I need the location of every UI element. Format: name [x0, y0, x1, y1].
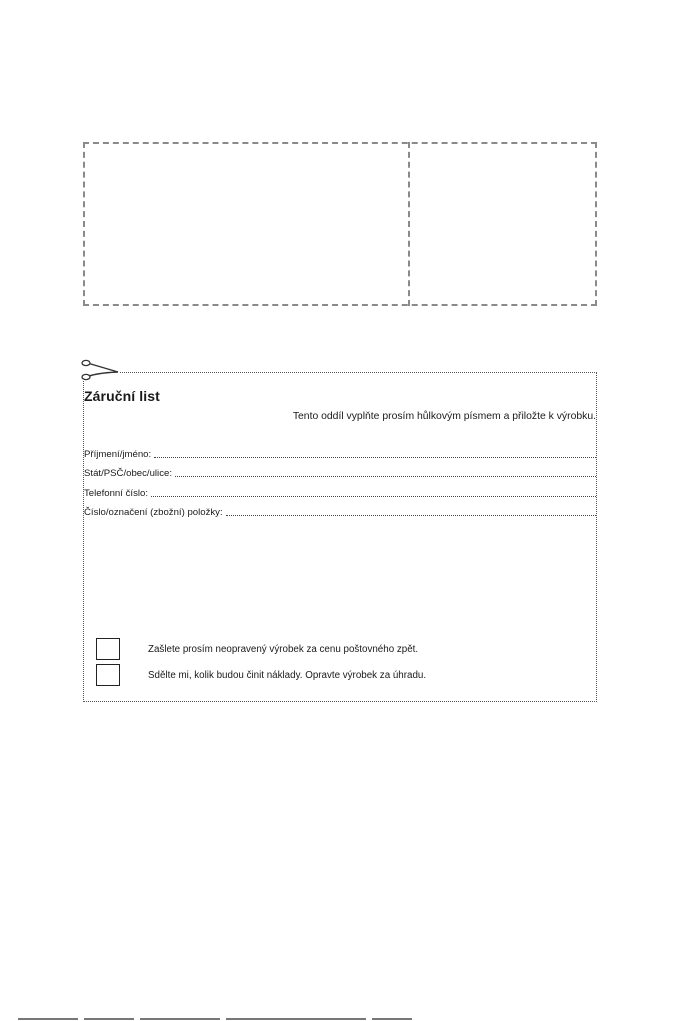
card-instruction: Tento oddíl vyplňte prosím hůlkovým písmem a přiložte k výrobku. — [292, 411, 596, 422]
option-return-unrepaired — [96, 638, 418, 660]
field-line[interactable] — [175, 476, 596, 477]
field-address — [84, 468, 596, 479]
field-label: Číslo/označení (zbožní) položky: — [84, 507, 223, 518]
warranty-card — [83, 372, 597, 702]
field-label: Stát/PSČ/obec/ulice: — [84, 468, 172, 479]
field-line[interactable] — [226, 515, 596, 516]
address-cutout-box — [83, 142, 597, 306]
option-label: Sdělte mi, kolik budou činit náklady. Opravte výrobek za úhradu. — [148, 669, 427, 681]
option-quote-repair — [96, 664, 426, 686]
field-line[interactable] — [151, 496, 596, 497]
checkbox[interactable] — [96, 638, 120, 660]
card-title: Záruční list — [84, 388, 160, 404]
field-label: Příjmení/jméno: — [84, 449, 152, 460]
address-box-divider — [408, 142, 410, 306]
field-phone — [84, 488, 596, 499]
bottom-text-strip — [0, 1017, 681, 1021]
checkbox[interactable] — [96, 664, 120, 686]
scissors-icon — [80, 359, 120, 381]
option-label: Zašlete prosím neopravený výrobek za cenu poštovného zpět. — [148, 643, 419, 655]
field-name — [84, 449, 596, 460]
field-label: Telefonní číslo: — [84, 488, 148, 499]
field-line[interactable] — [154, 457, 596, 458]
field-item-number — [84, 507, 596, 518]
